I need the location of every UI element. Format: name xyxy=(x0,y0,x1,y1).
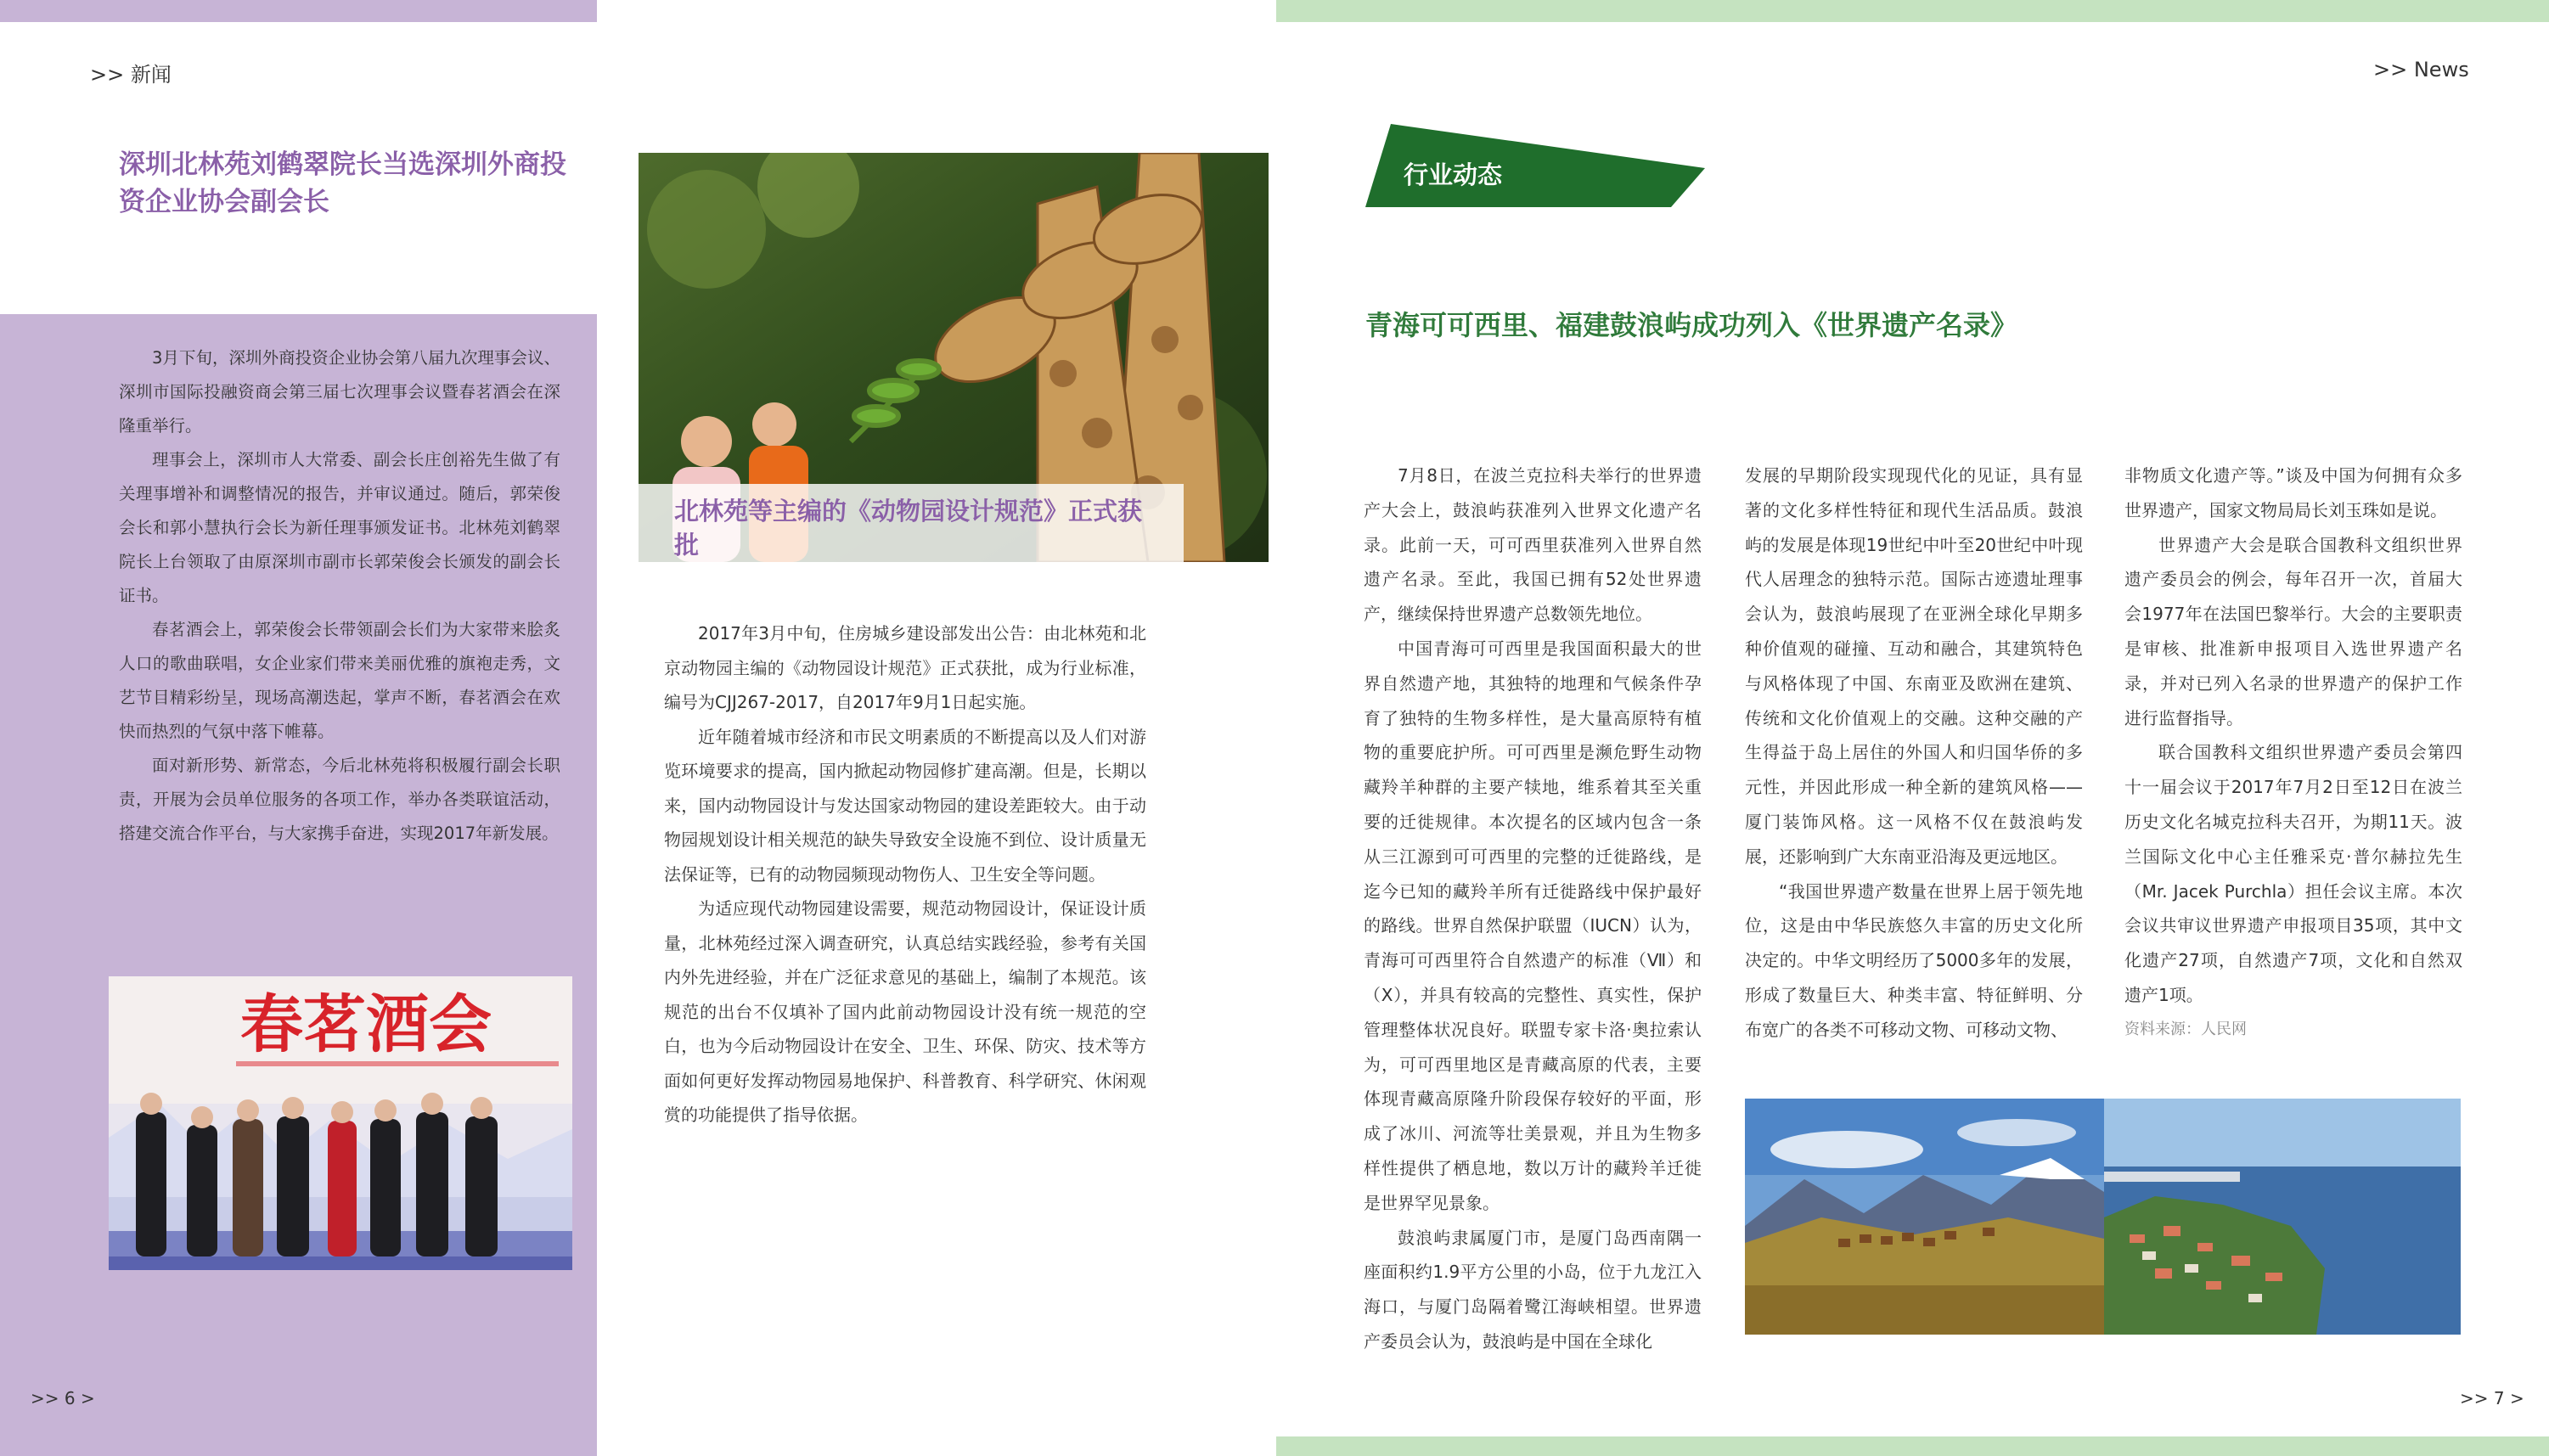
source-credit: 资料来源：人民网 xyxy=(2124,1020,2247,1038)
article2-paragraph: 近年随着城市经济和市民文明素质的不断提高以及人们对游览环境要求的提高，国内掀起动物园修扩建高潮。但是，长期以来，国内动物园设计与发达国家动物园的建设差距较大。由于动物园规划设计相关规范的缺失导致安全设施不到位、设计质量无法保证等，已有的动物园频现动物伤人、卫生安全等问题。 xyxy=(664,726,1146,885)
article1-body xyxy=(119,341,560,851)
article3-column-2 xyxy=(1745,458,2083,1048)
article2-title: 北林苑等主编的《动物园设计规范》正式获批 xyxy=(674,497,1143,559)
article2-paragraph: 为适应现代动物园建设需要，规范动物园设计，保证设计质量，北林苑经过深入调查研究，认真总结实践经验，参考有关国内外先进经验，并在广泛征求意见的基础上，编制了本规范。该规范的出台不仅填补了国内此前动物园设计没有统一规范的空白，也为今后动物园设计在安全、卫生、环保、防灾、技术等方面如何更好发挥动物园易地保护、科普教育、科学研究、休闲观赏的功能提供了指导依据。 xyxy=(664,898,1146,1125)
breadcrumb-right: >> News xyxy=(2373,58,2469,82)
headline: 青海可可西里、福建鼓浪屿成功列入《世界遗产名录》 xyxy=(1365,309,2018,341)
article3-paragraph: 世界遗产大会是联合国教科文组织世界遗产委员会的例会，每年召开一次，首届大会1977年在法国巴黎举行。大会的主要职责是审核、批准新申报项目入选世界遗产名录，并对已列入名录的世界遗产的保护工作进行监督指导。 xyxy=(2124,534,2462,728)
article1-paragraph: 面对新形势、新常态，今后北林苑将积极履行副会长职责，开展为会员单位服务的各项工作，举办各类联谊活动，搭建交流合作平台，与大家携手奋进，实现2017年新发展。 xyxy=(119,756,560,843)
article3-column-1 xyxy=(1364,458,1702,1359)
article1-paragraph: 理事会上，深圳市人大常委、副会长庄创裕先生做了有关理事增补和调整情况的报告，并审议通过。随后，郭荣俊会长和郭小慧执行会长为新任理事颁发证书。北林苑刘鹤翠院长上台领取了由原深圳市副市长郭荣俊会长颁发的副会长证书。 xyxy=(119,450,560,605)
article3-paragraph: “我国世界遗产数量在世界上居于领先地位，这是由中华民族悠久丰富的历史文化所决定的。中华文明经历了5000多年的发展，形成了数量巨大、种类丰富、特征鲜明、分布宽广的各类不可移动文物、可移动文物、 xyxy=(1745,880,2083,1040)
page-number-left: >> 6 > xyxy=(31,1388,95,1408)
page-number-right: >> 7 > xyxy=(2460,1388,2524,1408)
section-tag-label: 行业动态 xyxy=(1404,160,1503,189)
article3-paragraph: 发展的早期阶段实现现代化的见证，具有显著的文化多样性特征和现代生活品质。鼓浪屿的发展是体现19世纪中叶至20世纪中叶现代人居理念的独特示范。国际古迹遗址理事会认为，鼓浪屿展现了在亚洲全球化早期多种价值观的碰撞、互动和融合，其建筑特色与风格体现了中国、东南亚及欧洲在建筑、传统和文化价值观上的交融。这种交融的产生得益于岛上居住的外国人和归国华侨的多元性，并因此形成一种全新的建筑风格——厦门装饰风格。这一风格不仅在鼓浪屿发展，还影响到广大东南亚沿海及更远地区。 xyxy=(1745,465,2083,867)
right-bottom-band xyxy=(1276,1436,2549,1456)
article3-column-3 xyxy=(2124,458,2462,1047)
right-top-band xyxy=(1276,0,2549,22)
banner-text: 春茗酒会 xyxy=(240,988,492,1061)
breadcrumb-left: >> 新闻 xyxy=(90,63,172,87)
article2-body xyxy=(664,616,1146,1133)
event-group-photo xyxy=(109,976,572,1270)
article3-paragraph: 鼓浪屿隶属厦门市，是厦门岛西南隅一座面积约1.9平方公里的小岛，位于九龙江入海口，与厦门岛隔着鹭江海峡相望。世界遗产委员会认为，鼓浪屿是中国在全球化 xyxy=(1364,1227,1702,1352)
article3-paragraph: 非物质文化遗产等。”谈及中国为何拥有众多世界遗产，国家文物局局长刘玉珠如是说。 xyxy=(2124,465,2462,520)
photo-caption-box xyxy=(639,484,1184,562)
hoh-xil-antelope-photo xyxy=(1745,1099,2104,1335)
left-top-band xyxy=(0,0,597,22)
gulangyu-island-photo xyxy=(2104,1099,2461,1335)
section-tag xyxy=(1365,124,1705,207)
article1-paragraph: 春茗酒会上，郭荣俊会长带领副会长们为大家带来脍炙人口的歌曲联唱，女企业家们带来美丽优雅的旗袍走秀，文艺节目精彩纷呈，现场高潮迭起，掌声不断，春茗酒会在欢快而热烈的气氛中落下帷幕。 xyxy=(119,620,560,741)
article3-paragraph: 联合国教科文组织世界遗产委员会第四十一届会议于2017年7月2日至12日在波兰历史文化名城克拉科夫召开，为期11天。波兰国际文化中心主任雅采克·普尔赫拉先生（Mr. Jacek Purchla）担任会议主席。本次会议共审议世界遗产申报项目35项，其中文化遗产27项，自然遗产7项，文化和自然双遗产1项。 xyxy=(2124,742,2462,1005)
article3-paragraph: 中国青海可可西里是我国面积最大的世界自然遗产地，其独特的地理和气候条件孕育了独特的生物多样性，是大量高原特有植物的重要庇护所。可可西里是濒危野生动物藏羚羊种群的主要产犊地，维系着其至关重要的迁徙规律。本次提名的区域内包含一条从三江源到可可西里的完整的迁徙路线，是迄今已知的藏羚羊所有迁徙路线中保护最好的路线。世界自然保护联盟（IUCN）认为，青海可可西里符合自然遗产的标准（Ⅶ）和（Ⅹ），并具有较高的完整性、真实性，保护管理整体状况良好。联盟专家卡洛·奥拉索认为，可可西里地区是青藏高原的代表，主要体现青藏高原隆升阶段保存较好的平面，形成了冰川、河流等壮美景观，并且为生物多样性提供了栖息地，数以万计的藏羚羊迁徙是世界罕见景象。 xyxy=(1364,638,1702,1213)
article3-paragraph: 7月8日，在波兰克拉科夫举行的世界遗产大会上，鼓浪屿获准列入世界文化遗产名录。此前一天，可可西里获准列入世界自然遗产名录。至此，我国已拥有52处世界遗产，继续保持世界遗产总数领先地位。 xyxy=(1364,465,1702,625)
article1-title: 深圳北林苑刘鹤翠院长当选深圳外商投资企业协会副会长 xyxy=(119,149,566,217)
article1-paragraph: 3月下旬，深圳外商投资企业协会第八届九次理事会议、深圳市国际投融资商会第三届七次理事会议暨春茗酒会在深隆重举行。 xyxy=(119,348,560,436)
article2-paragraph: 2017年3月中旬，住房城乡建设部发出公告：由北林苑和北京动物园主编的《动物园设计规范》正式获批，成为行业标准，编号为CJJ267-2017，自2017年9月1日起实施。 xyxy=(664,623,1146,712)
